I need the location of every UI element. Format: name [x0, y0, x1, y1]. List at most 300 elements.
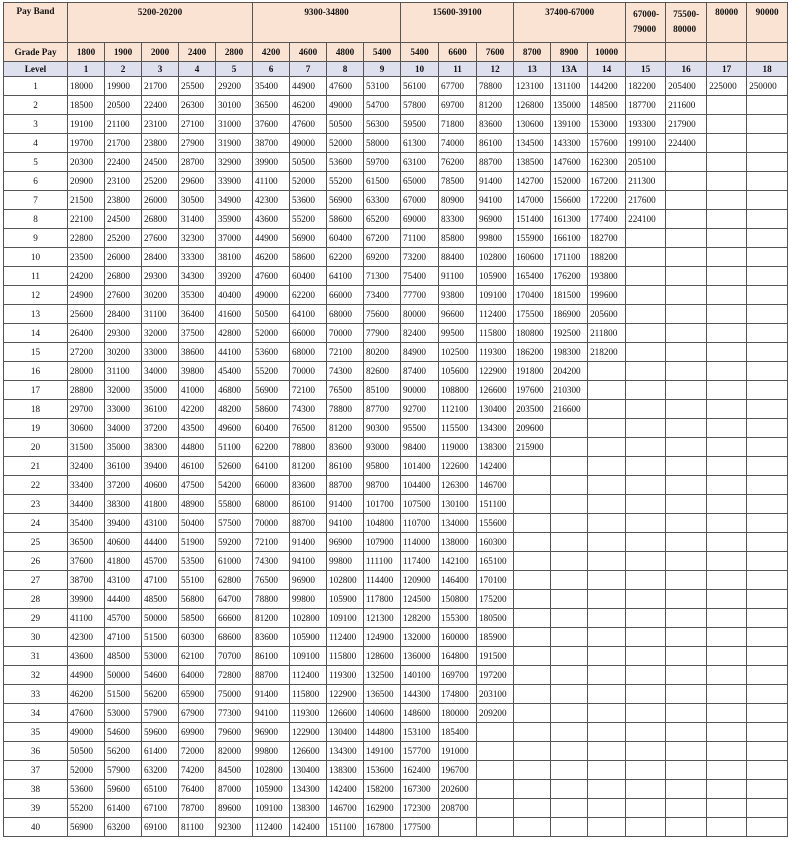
- pay-cell: 59200: [216, 533, 253, 552]
- pay-cell: 150800: [439, 590, 477, 609]
- pay-cell: 50500: [290, 153, 327, 172]
- level-header-cell: 18: [747, 62, 788, 77]
- pay-cell: 134300: [290, 780, 327, 799]
- pay-cell: 26300: [179, 96, 216, 115]
- pay-cell: 34000: [105, 419, 142, 438]
- pay-cell: 23100: [142, 115, 179, 134]
- grade-pay-cell: 5400: [364, 43, 401, 62]
- pay-cell: [666, 780, 707, 799]
- pay-cell: [666, 476, 707, 495]
- pay-cell: [707, 761, 747, 780]
- pay-cell: 33000: [105, 400, 142, 419]
- pay-band-cell: 80000: [707, 3, 747, 43]
- grade-pay-label: Grade Pay: [4, 43, 68, 62]
- pay-cell: [707, 533, 747, 552]
- pay-cell: 36100: [105, 457, 142, 476]
- pay-cell: [551, 780, 588, 799]
- pay-cell: [747, 590, 788, 609]
- pay-cell: [747, 324, 788, 343]
- pay-cell: 48200: [216, 400, 253, 419]
- pay-cell: [551, 723, 588, 742]
- pay-cell: [747, 761, 788, 780]
- grade-pay-cell: 7600: [477, 43, 514, 62]
- pay-cell: 75000: [216, 685, 253, 704]
- pay-cell: 44800: [179, 438, 216, 457]
- pay-cell: 86100: [253, 647, 290, 666]
- pay-cell: 225000: [707, 77, 747, 96]
- pay-cell: 82000: [216, 742, 253, 761]
- pay-cell: [707, 210, 747, 229]
- pay-cell: 66000: [290, 324, 327, 343]
- pay-cell: 31100: [142, 305, 179, 324]
- pay-cell: 23100: [105, 172, 142, 191]
- pay-cell: 35400: [68, 514, 105, 533]
- pay-cell: [551, 799, 588, 818]
- pay-cell: 130600: [514, 115, 551, 134]
- pay-cell: [477, 742, 514, 761]
- grade-pay-cell: [626, 43, 666, 62]
- pay-cell: 134500: [514, 134, 551, 153]
- pay-cell: [514, 571, 551, 590]
- pay-cell: 21500: [68, 191, 105, 210]
- pay-cell: [707, 96, 747, 115]
- pay-cell: 146700: [477, 476, 514, 495]
- pay-cell: 38300: [105, 495, 142, 514]
- pay-cell: 28000: [68, 362, 105, 381]
- pay-cell: [588, 818, 626, 837]
- pay-cell: 105900: [253, 780, 290, 799]
- pay-cell: 128200: [401, 609, 439, 628]
- pay-cell: 44400: [105, 590, 142, 609]
- pay-cell: 62100: [179, 647, 216, 666]
- stage-number-cell: 33: [4, 685, 68, 704]
- table-row: [4, 647, 788, 666]
- table-row: [4, 704, 788, 723]
- pay-cell: 56900: [327, 191, 364, 210]
- pay-cell: 101400: [401, 457, 439, 476]
- stage-number-cell: 28: [4, 590, 68, 609]
- pay-cell: 30100: [216, 96, 253, 115]
- pay-cell: [514, 495, 551, 514]
- pay-cell: 148500: [588, 96, 626, 115]
- pay-cell: 126600: [327, 704, 364, 723]
- pay-cell: 188200: [588, 248, 626, 267]
- pay-cell: 43500: [179, 419, 216, 438]
- pay-cell: 48500: [142, 590, 179, 609]
- pay-cell: 62800: [216, 571, 253, 590]
- pay-cell: 36400: [179, 305, 216, 324]
- pay-cell: 126600: [477, 381, 514, 400]
- pay-cell: [747, 96, 788, 115]
- pay-cell: 167200: [588, 172, 626, 191]
- pay-cell: 53600: [253, 343, 290, 362]
- stage-number-cell: 11: [4, 267, 68, 286]
- table-row: [4, 134, 788, 153]
- pay-cell: 119000: [439, 438, 477, 457]
- pay-cell: 64700: [216, 590, 253, 609]
- pay-cell: 96900: [290, 571, 327, 590]
- stage-number-cell: 20: [4, 438, 68, 457]
- stage-number-cell: 17: [4, 381, 68, 400]
- matrix-body: [4, 77, 788, 837]
- pay-cell: [588, 533, 626, 552]
- pay-cell: [588, 742, 626, 761]
- table-row: [4, 628, 788, 647]
- pay-cell: 30200: [142, 286, 179, 305]
- pay-cell: 67100: [142, 799, 179, 818]
- pay-cell: [588, 647, 626, 666]
- pay-cell: [514, 457, 551, 476]
- pay-band-cell: 15600-39100: [401, 3, 514, 43]
- pay-cell: 170400: [514, 286, 551, 305]
- pay-cell: 59700: [364, 153, 401, 172]
- pay-cell: 185900: [477, 628, 514, 647]
- pay-cell: 63300: [364, 191, 401, 210]
- pay-cell: 94100: [327, 514, 364, 533]
- pay-cell: 191800: [514, 362, 551, 381]
- pay-cell: [707, 134, 747, 153]
- stage-number-cell: 12: [4, 286, 68, 305]
- pay-cell: [626, 514, 666, 533]
- pay-cell: [747, 799, 788, 818]
- pay-cell: 203500: [514, 400, 551, 419]
- level-header-cell: 16: [666, 62, 707, 77]
- pay-cell: 42300: [68, 628, 105, 647]
- pay-cell: [666, 533, 707, 552]
- pay-cell: [514, 761, 551, 780]
- pay-cell: 56900: [68, 818, 105, 837]
- pay-cell: 175200: [477, 590, 514, 609]
- pay-cell: 36100: [142, 400, 179, 419]
- pay-cell: 91400: [253, 685, 290, 704]
- pay-cell: 109100: [290, 647, 327, 666]
- pay-cell: 57900: [105, 761, 142, 780]
- stage-number-cell: 30: [4, 628, 68, 647]
- pay-cell: 122900: [290, 723, 327, 742]
- pay-cell: [707, 609, 747, 628]
- pay-band-row: [4, 3, 788, 43]
- pay-cell: [707, 647, 747, 666]
- pay-cell: 155600: [477, 514, 514, 533]
- pay-cell: 52000: [253, 324, 290, 343]
- pay-cell: 60400: [327, 229, 364, 248]
- table-row: [4, 495, 788, 514]
- pay-cell: 56200: [142, 685, 179, 704]
- pay-band-cell: 75500-80000: [666, 3, 707, 43]
- pay-cell: 115800: [290, 685, 327, 704]
- pay-cell: 77900: [364, 324, 401, 343]
- table-row: [4, 533, 788, 552]
- pay-cell: 78800: [477, 77, 514, 96]
- pay-cell: 126600: [290, 742, 327, 761]
- pay-cell: 49000: [68, 723, 105, 742]
- pay-cell: 46200: [253, 248, 290, 267]
- pay-cell: 169700: [439, 666, 477, 685]
- table-row: [4, 723, 788, 742]
- stage-number-cell: 8: [4, 210, 68, 229]
- pay-cell: 132000: [401, 628, 439, 647]
- pay-cell: 149100: [364, 742, 401, 761]
- grade-pay-cell: 5400: [401, 43, 439, 62]
- pay-cell: [747, 609, 788, 628]
- pay-cell: 32000: [142, 324, 179, 343]
- pay-cell: 208700: [439, 799, 477, 818]
- pay-cell: 55800: [216, 495, 253, 514]
- pay-cell: [747, 248, 788, 267]
- pay-cell: [707, 229, 747, 248]
- pay-cell: 81200: [327, 419, 364, 438]
- pay-cell: 126800: [514, 96, 551, 115]
- pay-cell: 138500: [514, 153, 551, 172]
- pay-cell: 170100: [477, 571, 514, 590]
- pay-cell: 65100: [142, 780, 179, 799]
- pay-cell: [707, 495, 747, 514]
- pay-cell: 121300: [364, 609, 401, 628]
- pay-cell: 122600: [439, 457, 477, 476]
- pay-cell: [588, 495, 626, 514]
- table-row: [4, 742, 788, 761]
- pay-cell: 205400: [666, 77, 707, 96]
- pay-cell: 91400: [290, 533, 327, 552]
- pay-cell: 44900: [290, 77, 327, 96]
- pay-cell: 19900: [105, 77, 142, 96]
- pay-cell: [747, 704, 788, 723]
- pay-cell: 105900: [290, 628, 327, 647]
- pay-cell: 75600: [364, 305, 401, 324]
- table-row: [4, 761, 788, 780]
- pay-cell: [666, 514, 707, 533]
- pay-cell: 43600: [253, 210, 290, 229]
- pay-cell: 138300: [290, 799, 327, 818]
- stage-number-cell: 27: [4, 571, 68, 590]
- pay-cell: 84500: [216, 761, 253, 780]
- pay-cell: 101700: [364, 495, 401, 514]
- pay-cell: [626, 571, 666, 590]
- pay-cell: [551, 609, 588, 628]
- pay-cell: 34000: [142, 362, 179, 381]
- pay-cell: 117400: [401, 552, 439, 571]
- pay-cell: [666, 723, 707, 742]
- pay-cell: [707, 172, 747, 191]
- pay-cell: 76500: [253, 571, 290, 590]
- stage-number-cell: 4: [4, 134, 68, 153]
- pay-cell: 22400: [142, 96, 179, 115]
- table-row: [4, 419, 788, 438]
- pay-cell: [747, 533, 788, 552]
- pay-cell: 49000: [253, 286, 290, 305]
- pay-band-cell: 5200-20200: [68, 3, 253, 43]
- pay-cell: 37500: [179, 324, 216, 343]
- pay-cell: 88700: [290, 514, 327, 533]
- pay-cell: 33000: [142, 343, 179, 362]
- pay-cell: 215900: [514, 438, 551, 457]
- pay-cell: [626, 324, 666, 343]
- pay-cell: [551, 742, 588, 761]
- pay-cell: 86100: [477, 134, 514, 153]
- pay-cell: [747, 742, 788, 761]
- pay-cell: [514, 628, 551, 647]
- pay-cell: [626, 438, 666, 457]
- pay-cell: 56200: [105, 742, 142, 761]
- pay-cell: 224100: [626, 210, 666, 229]
- pay-cell: 32400: [68, 457, 105, 476]
- level-header-cell: 7: [290, 62, 327, 77]
- pay-cell: 46200: [68, 685, 105, 704]
- pay-cell: [588, 514, 626, 533]
- pay-cell: 80000: [401, 305, 439, 324]
- pay-cell: 56100: [401, 77, 439, 96]
- pay-cell: 72100: [327, 343, 364, 362]
- pay-cell: 32300: [179, 229, 216, 248]
- pay-band-cell: 37400-67000: [514, 3, 626, 43]
- pay-cell: 74200: [179, 761, 216, 780]
- pay-cell: [626, 628, 666, 647]
- pay-cell: [514, 704, 551, 723]
- table-row: [4, 666, 788, 685]
- pay-cell: 72000: [179, 742, 216, 761]
- pay-cell: [666, 590, 707, 609]
- pay-cell: 41800: [105, 552, 142, 571]
- pay-cell: 23500: [68, 248, 105, 267]
- pay-cell: [707, 381, 747, 400]
- pay-cell: [626, 780, 666, 799]
- pay-cell: [747, 685, 788, 704]
- table-row: [4, 514, 788, 533]
- pay-cell: 70000: [290, 362, 327, 381]
- level-header-cell: 10: [401, 62, 439, 77]
- pay-cell: 158200: [364, 780, 401, 799]
- pay-cell: 187700: [626, 96, 666, 115]
- pay-cell: 111100: [364, 552, 401, 571]
- pay-cell: 27100: [179, 115, 216, 134]
- pay-cell: 65200: [364, 210, 401, 229]
- table-row: [4, 685, 788, 704]
- pay-cell: [514, 609, 551, 628]
- pay-cell: [747, 666, 788, 685]
- pay-cell: 66000: [253, 476, 290, 495]
- pay-cell: 57800: [401, 96, 439, 115]
- grade-pay-cell: [707, 43, 747, 62]
- pay-cell: 134000: [439, 514, 477, 533]
- pay-cell: 112400: [253, 818, 290, 837]
- pay-cell: 90300: [364, 419, 401, 438]
- table-row: [4, 799, 788, 818]
- pay-cell: [707, 267, 747, 286]
- pay-cell: 102500: [439, 343, 477, 362]
- pay-cell: 78800: [327, 400, 364, 419]
- pay-cell: 78800: [290, 438, 327, 457]
- pay-cell: 109100: [477, 286, 514, 305]
- pay-cell: 74300: [290, 400, 327, 419]
- pay-cell: [747, 381, 788, 400]
- pay-cell: [626, 723, 666, 742]
- pay-cell: 26800: [105, 267, 142, 286]
- pay-cell: [588, 799, 626, 818]
- pay-cell: 112400: [290, 666, 327, 685]
- table-row: [4, 457, 788, 476]
- pay-cell: [747, 191, 788, 210]
- pay-cell: 32900: [216, 153, 253, 172]
- level-header-cell: 12: [477, 62, 514, 77]
- pay-cell: 114000: [401, 533, 439, 552]
- pay-cell: [588, 723, 626, 742]
- pay-cell: [477, 761, 514, 780]
- pay-cell: 186200: [514, 343, 551, 362]
- stage-number-cell: 25: [4, 533, 68, 552]
- pay-cell: 90000: [401, 381, 439, 400]
- pay-cell: 24500: [105, 210, 142, 229]
- pay-cell: 78700: [179, 799, 216, 818]
- pay-cell: 151100: [327, 818, 364, 837]
- pay-cell: 130100: [439, 495, 477, 514]
- pay-cell: 35900: [216, 210, 253, 229]
- pay-cell: 96900: [327, 533, 364, 552]
- level-header-cell: 8: [327, 62, 364, 77]
- pay-cell: 126300: [439, 476, 477, 495]
- pay-cell: 23800: [105, 191, 142, 210]
- pay-cell: 36500: [253, 96, 290, 115]
- level-header-cell: 13: [514, 62, 551, 77]
- pay-cell: 94100: [290, 552, 327, 571]
- pay-cell: 61000: [216, 552, 253, 571]
- pay-cell: 26400: [68, 324, 105, 343]
- pay-cell: 55200: [253, 362, 290, 381]
- pay-cell: 102800: [477, 248, 514, 267]
- pay-cell: 68000: [327, 305, 364, 324]
- pay-cell: 53000: [105, 704, 142, 723]
- pay-cell: [514, 514, 551, 533]
- pay-cell: 49000: [290, 134, 327, 153]
- pay-cell: 56300: [364, 115, 401, 134]
- pay-cell: 186900: [551, 305, 588, 324]
- stage-number-cell: 21: [4, 457, 68, 476]
- pay-cell: 22800: [68, 229, 105, 248]
- pay-cell: 177400: [588, 210, 626, 229]
- pay-cell: 26800: [142, 210, 179, 229]
- pay-cell: [747, 305, 788, 324]
- pay-cell: 107900: [364, 533, 401, 552]
- pay-cell: [551, 761, 588, 780]
- pay-cell: 153600: [364, 761, 401, 780]
- table-row: [4, 362, 788, 381]
- pay-cell: 193300: [626, 115, 666, 134]
- pay-cell: 86100: [290, 495, 327, 514]
- pay-cell: 31500: [68, 438, 105, 457]
- pay-cell: 53600: [68, 780, 105, 799]
- pay-cell: 88700: [327, 476, 364, 495]
- pay-cell: [588, 704, 626, 723]
- pay-cell: 48900: [179, 495, 216, 514]
- pay-cell: 181500: [551, 286, 588, 305]
- pay-cell: 47100: [142, 571, 179, 590]
- pay-cell: 146400: [439, 571, 477, 590]
- pay-cell: 33400: [68, 476, 105, 495]
- stage-number-cell: 35: [4, 723, 68, 742]
- pay-cell: 21700: [142, 77, 179, 96]
- pay-cell: 122900: [477, 362, 514, 381]
- pay-cell: 39800: [179, 362, 216, 381]
- pay-cell: 138000: [439, 533, 477, 552]
- pay-cell: 60400: [253, 419, 290, 438]
- pay-cell: [626, 419, 666, 438]
- pay-cell: 71100: [401, 229, 439, 248]
- pay-cell: 209600: [514, 419, 551, 438]
- pay-cell: 131100: [551, 77, 588, 96]
- pay-cell: [551, 685, 588, 704]
- pay-cell: 85100: [364, 381, 401, 400]
- pay-cell: 45700: [142, 552, 179, 571]
- pay-cell: 98700: [364, 476, 401, 495]
